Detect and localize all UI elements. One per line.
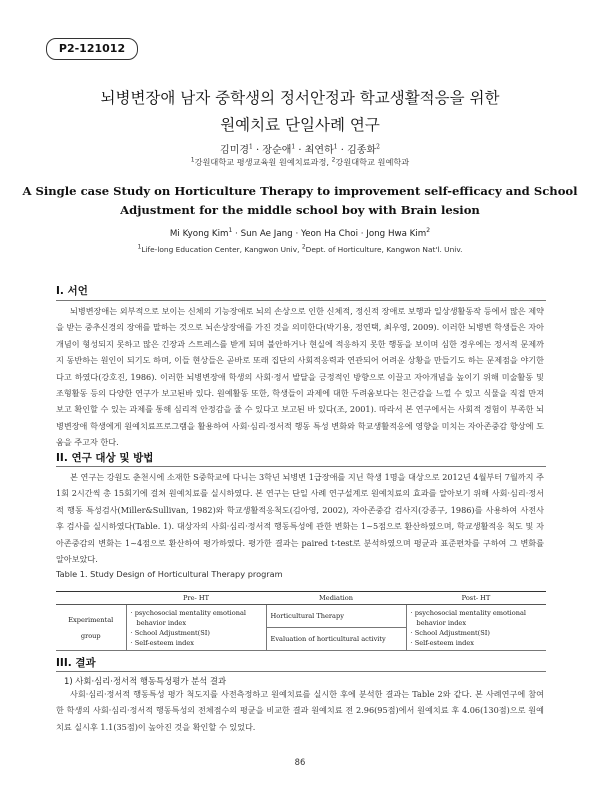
mediation-cell-2: Evaluation of horticultural activity (266, 628, 406, 651)
affil-1: 강원대학교 평생교육원 원예치료과정, (194, 157, 332, 167)
affil-2: 강원대학교 원예학과 (335, 157, 410, 167)
korean-title-line-2: 원예치료 단일사례 연구 (220, 116, 380, 134)
section-2-rule (56, 466, 546, 467)
pre-item: · School Adjustment(SI) (130, 628, 210, 637)
table-header-pre: Pre- HT (126, 592, 266, 605)
post-item: · Self-esteem index (410, 638, 474, 647)
paper-code-badge: P2-121012 (46, 38, 138, 60)
post-item: · School Adjustment(SI) (410, 628, 490, 637)
pre-item: · psychosocial mentality emotional (130, 608, 247, 617)
pre-item: behavior index (136, 618, 187, 627)
pre-item: · Self-esteem index (130, 638, 194, 647)
author-sep: · (232, 229, 241, 239)
author-2: 장순애 (262, 145, 292, 156)
section-1-rule (56, 300, 546, 301)
author-sep: · (295, 145, 305, 156)
group-label-2: group (80, 631, 101, 640)
en-affil-1-sup: 1 (137, 243, 142, 251)
en-author-1-sup: 1 (228, 227, 233, 235)
table-header-row (56, 592, 546, 605)
post-cell (406, 605, 546, 651)
korean-affiliations (0, 157, 600, 168)
author-1: 김미경 (220, 145, 250, 156)
section-3-paragraph: 사회·심리·정서적 행동특성 평가 척도지를 사전측정하고 원예치료를 실시한 후에 분석한 결과는 Table 2와 같다. 본 사례연구에 참여한 학생의 사회·심리·정서적 행동특성의 전체점수의 평균을 비교한 결과 원예치료 전 2.96(95점)에서 원예치료 후 4.06(130점)으로 원예치료 실시후 1.1(35점)이 높아진 것을 확인할 수 있었다. (56, 689, 544, 732)
author-3-sup: 1 (333, 143, 338, 151)
table-1 (56, 591, 546, 651)
korean-authors (0, 141, 600, 156)
en-author-3: Yeon Ha Choi (300, 229, 358, 239)
en-author-4-sup: 2 (426, 227, 431, 235)
english-authors (0, 229, 600, 239)
post-item: · psychosocial mentality emotional (410, 608, 527, 617)
author-4: 김종화 (347, 145, 377, 156)
section-3-heading: III. 결과 (56, 657, 96, 669)
group-cell (56, 605, 126, 651)
section-2-paragraph: 본 연구는 강원도 춘천시에 소재한 S중학교에 다니는 3학년 뇌병변 1급장애를 지닌 학생 1명을 대상으로 2012년 4월부터 7월까지 주 1회 2시간씩 총 15회기에 걸쳐 원예치료를 실시하였다. 본 연구는 단일 사례 연구설계로 원예치료의 효과를 알아보기 위해 사회·심리·정서적 행동 특성검사(Miller&Sullivan, 1982)와 학교생활적응척도(김아영, 2002), 자아존중감 검사지(강종구, 1986)를 사용하여 사전사후 검사를 실시하였다(Table. 1). 대상자의 사회·심리·정서적 행동특성에 관한 변화는 1~5점으로 환산하였으며, 학교생활적응 척도 및 자아존중감의 변화는 1~4점으로 환산하여 평가하였다. 평가한 결과는 paired t-test로 분석하였으며 평균과 표준편차를 구하여 그 변화를 알아보았다. (56, 472, 544, 565)
korean-title-line-1: 뇌병변장애 남자 중학생의 정서안정과 학교생활적응을 위한 (100, 89, 500, 107)
author-sep: · (337, 145, 348, 156)
table-row (56, 605, 546, 628)
affil-1-sup: 1 (190, 156, 195, 164)
author-sep: · (357, 229, 367, 239)
section-3-subheading: 1) 사회·심리·정서적 행동특성평가 분석 결과 (64, 676, 227, 686)
affil-2-sup: 2 (331, 156, 336, 164)
post-item: behavior index (416, 618, 467, 627)
section-1-paragraph: 뇌병변장애는 외부적으로 보이는 신체의 기능장애로 뇌의 손상으로 인한 신체적, 정신적 장애로 보행과 일상생활동작 등에서 많은 제약을 받는 중추신경의 장애를 말하는 것으로 뇌손상장애를 가진 것을 의미한다(박기용, 정연택, 최우영, 2009). 이러한 뇌병변 학생들은 자아개념이 형성되지 못하고 많은 긴장과 스트레스를 받게 되며 불안하거나 현실에 적응하지 못한 행동을 보이며 심한 경우에는 정서적 문제까지 동반하는 원인이 되기도 하며, 이들 현상들은 곧바로 또래 집단의 사회적응력과 연관되어 어려운 상황을 만들기도 하는 문제점을 야기한다고 하였다(강호진, 1986). 이러한 뇌병변장애 학생의 사회·정서 발달을 긍정적인 방향으로 이끌고 자아개념을 높이기 위해 미술활동 및 조형활동 등의 다양한 연구가 보고된바 있다. 원예활동 또한, 학생들이 과제에 대한 두려움보다는 친근감을 느낄 수 있고 식물을 직접 만져보고 확인할 수 있는 과제를 통해 심리적 안정감을 줄 수 있다고 보고된 바 있다(조, 2001). 따라서 본 연구에서는 사회적 경험이 부족한 뇌병변장애 학생에게 원예치료프로그램을 활용하여 사회·심리·정서적 행동 특성 변화와 학교생활적응에 영향을 미치는 자아존중감 향상에 도움을 주고자 한다. (56, 306, 544, 448)
author-3: 최연하 (304, 145, 334, 156)
en-author-1: Mi Kyong Kim (169, 229, 229, 239)
author-sep: · (292, 229, 301, 239)
mediation-cell-1: Horticultural Therapy (266, 605, 406, 628)
table-1-caption: Table 1. Study Design of Horticultural Therapy program (56, 569, 283, 579)
author-4-sup: 2 (376, 143, 380, 151)
section-1-heading: I. 서언 (56, 285, 88, 297)
en-author-2: Sun Ae Jang (240, 229, 293, 239)
pre-cell (126, 605, 266, 651)
author-2-sup: 1 (291, 143, 296, 151)
table-header-post: Post- HT (406, 592, 546, 605)
english-title-line-1: A Single case Study on Horticulture Therapy to improvement self-efficacy and School (22, 184, 578, 198)
en-affil-2-sup: 2 (301, 243, 306, 251)
table-header-empty (56, 592, 126, 605)
en-affil-2: Dept. of Horticulture, Kangwon Nat'l. Univ. (305, 245, 463, 254)
page-number: 86 (294, 757, 306, 767)
en-affil-1: Life-long Education Center, Kangwon Univ, (141, 245, 302, 254)
group-label-1: Experimental (68, 615, 114, 624)
section-3-rule (56, 671, 546, 672)
english-title-line-2: Adjustment for the middle school boy with Brain lesion (120, 203, 480, 217)
english-affiliations (0, 245, 600, 254)
en-author-4: Jong Hwa Kim (366, 229, 427, 239)
author-sep: · (252, 145, 263, 156)
author-1-sup: 1 (249, 143, 253, 151)
table-header-mediation: Mediation (266, 592, 406, 605)
section-2-heading: II. 연구 대상 및 방법 (56, 452, 154, 464)
